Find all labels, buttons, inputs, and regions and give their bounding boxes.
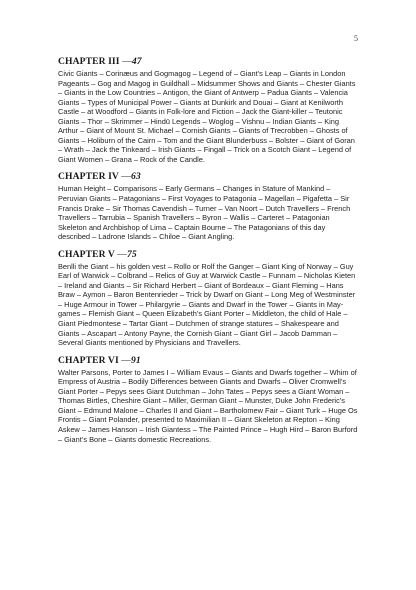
chapter-page-ref: 75	[127, 248, 137, 260]
chapter-dash: —	[121, 171, 131, 183]
chapter-summary: Benlli the Giant – his golden vest – Rollo or Rolf the Ganger – Giant King of Norway – Guy Earl of Warwick – Colbrand – Relics of Guy at Warwick Castle – Funnam – Nicholas Kieten – Ireland and Giants – Sir Richard Herbert – Giant of Bordeaux – Giant Fleming – Hans Braw – Aymon – Baron Bentenrieder – Trick by Dwarf on Giant – Long Meg of Westminster – Huge Armour in Tower – Philargyrie – Giants and Dwarf in the Tower – Giants in May-games – Flemish Giant – Queen Elizabeth’s Giant Porter – Middleton, the child of Hale – Giant Piedmontese – Tartar Giant – Dutchmen of strange statures – Shakespeare and Giants – Ascapart – Antony Payne, the Cornish Giant – Giant Girl – Jacob Damman – Several Giants mentioned by Physicians and Travellers.	[58, 261, 356, 348]
chapter-title: CHAPTER IV	[58, 171, 119, 183]
chapter-heading	[58, 171, 358, 183]
chapter-title: CHAPTER III	[58, 56, 120, 67]
chapter-page-ref: 47	[131, 56, 142, 67]
chapter-summary: Walter Parsons, Porter to James I – William Evaus – Giants and Dwarfs together – Whim of Empress of Austria – Bodily Differences between Giants and Dwarfs – Oliver Cromwell’s Giant Porter – Pepys sees Giant Dutchman – John Tates – Pepys sees a Giant Woman – Thomas Birtles, Cheshire Giant – Miller, German Giant – Munster, Duke John Frederic’s Giant – Edmund Malone – Charles II and Giant – Bartholomew Fair – Giant Turk – Huge Os Frontis – Giant Polander, presented to Maximilian II – Giant Skeleton at Repton – King Askew – James Hanson – Irish Giantess – The Painted Prince – Hugh Hird – Baron Burford – Giant’s Bone – Giants domestic Recreations.	[58, 367, 358, 444]
chapter-entry-6	[58, 355, 358, 444]
chapter-dash: —	[122, 56, 132, 67]
chapter-entry-5	[58, 249, 358, 348]
chapter-dash: —	[121, 354, 131, 366]
table-of-contents	[58, 56, 358, 451]
chapter-summary: Human Height – Comparisons – Early Germans – Changes in Stature of Mankind – Peruvian Giants – Patagonians – First Voyages to Patagonia – Magellan – Pigafetta – Sir Francis Drake – Sir Thomas Cavendish – Turner – Van Noort – Dutch Travellers – French Travellers – Tarrubia – Spanish Travellers – Byron – Wallis – Carteret – Patagonian Skeleton and Archbishop of Lima – Captain Bourne – The Patagonians of this day described – Ladrone Islands – Chiloe – Giant Angling.	[58, 184, 351, 242]
chapter-page-ref: 91	[131, 354, 141, 366]
chapter-entry-4	[58, 171, 358, 241]
chapter-heading	[58, 249, 358, 261]
page-number: 5	[354, 34, 358, 43]
chapter-dash: —	[117, 248, 127, 260]
chapter-heading	[58, 56, 358, 68]
chapter-page-ref: 63	[131, 171, 141, 183]
chapter-title: CHAPTER V	[58, 248, 115, 260]
chapter-title: CHAPTER VI	[58, 354, 119, 366]
chapter-heading	[58, 355, 358, 367]
chapter-summary: Civic Giants – Corinæus and Gogmagog – Legend of – Giant’s Leap – Giants in London Pageants – Gog and Magog in Guildhall – Midsummer Shows and Giants – Chester Giants – Giants in the Low Countries – Antigon, the Giant of Antwerp – Padua Giants – Valencia Giants – Types of Municipal Power – Giants at Dunkirk and Douai – Giant at Kenilworth Castle – at Woodford – Giants in Folk-lore and Fiction – Jack the Giant-killer – Teutonic Giants – Thor – Skrimmer – Hindū Legends – Woglog – Vishnu – Indian Giants – King Arthur – Giant of Mount St. Michael – Cornish Giants – Giants of Trecrobben – Ghosts of Giants – Holiburn of the Cairn – Tom and the Giant Blunderbuss – Bolster – Giant of Goran – Wrath – Jack the Tinkeard – Irish Giants – Fingall – Trick on a Scotch Giant – Legend of Giant Women – Grana – Rock of the Candle.	[58, 69, 356, 164]
chapter-entry-3	[58, 56, 358, 164]
